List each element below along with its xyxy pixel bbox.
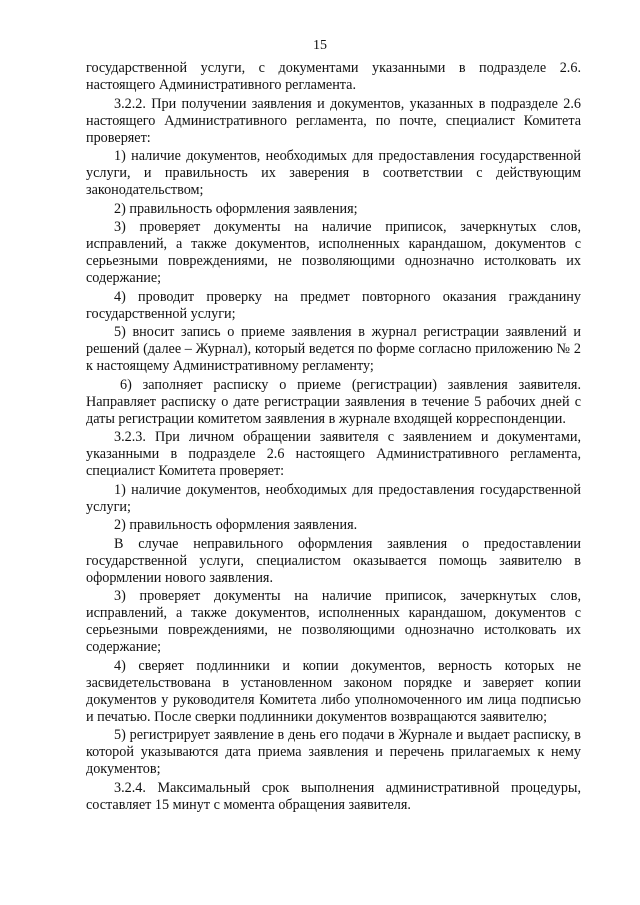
list-item: 4) сверяет подлинники и копии документов, верность которых не засвидетельствована в установленном законом порядке и заверяет копии документов у руководителя Комитета либо уполномоченного им лица подписью и печатью. После сверки подлинники документов возвращаются заявителю;: [86, 657, 581, 725]
list-item: 5) вносит запись о приеме заявления в журнал регистрации заявлений и решений (далее – Журнал), который ведется по форме согласно приложению № 2 к настоящему Административному регламенту;: [86, 324, 581, 374]
list-item: 2) правильность оформления заявления.: [114, 517, 358, 533]
list-item: 4) проводит проверку на предмет повторного оказания гражданину государственной услуги;: [86, 288, 581, 322]
paragraph: государственной услуги, с документами указанными в подразделе 2.6. настоящего Административного регламента.: [86, 60, 581, 93]
list-item: 3) проверяет документы на наличие приписок, зачеркнутых слов, исправлений, а также документов, исполненных карандашом, документов с серьезными повреждениями, не позволяющими однозначно истолковать их содержание;: [86, 219, 581, 286]
list-item: 1) наличие документов, необходимых для предоставления государственной услуги;: [86, 481, 581, 515]
list-item: 5) регистрирует заявление в день его подачи в Журнале и выдает расписку, в которой указываются дата приема заявления и перечень прилагаемых к нему документов;: [86, 727, 581, 777]
paragraph: 3.2.2. При получении заявления и документов, указанных в подразделе 2.6 настоящего Административного регламента, по почте, специалист Комитета проверяет:: [86, 95, 581, 146]
list-item: 1) наличие документов, необходимых для предоставления государственной услуги, и правильность их заверения в соответствии с действующим законодательством;: [86, 148, 581, 198]
paragraph: 3.2.4. Максимальный срок выполнения административной процедуры, составляет 15 минут с момента обращения заявителя.: [86, 779, 581, 813]
list-item: 6) заполняет расписку о приеме (регистрации) заявления заявителя. Направляет расписку о дате регистрации заявления в течение 5 рабочих дней с даты регистрации комитетом заявления в журнале входящей корреспонденции.: [86, 376, 581, 427]
list-item: 3) проверяет документы на наличие приписок, зачеркнутых слов, исправлений, а также документов, исполненных карандашом, документов с серьезными повреждениями, не позволяющими однозначно истолковать их содержание;: [86, 588, 581, 655]
paragraph: В случае неправильного оформления заявления о предоставлении государственной услуги, специалистом оказывается помощь заявителю в оформлении нового заявления.: [86, 535, 581, 586]
paragraph: 3.2.3. При личном обращении заявителя с заявлением и документами, указанными в подразделе 2.6 настоящего Административного регламента, специалист Комитета проверяет:: [86, 429, 581, 479]
document-body: [86, 60, 581, 815]
page-number: 15: [313, 38, 327, 53]
list-item: 2) правильность оформления заявления;: [114, 200, 358, 217]
